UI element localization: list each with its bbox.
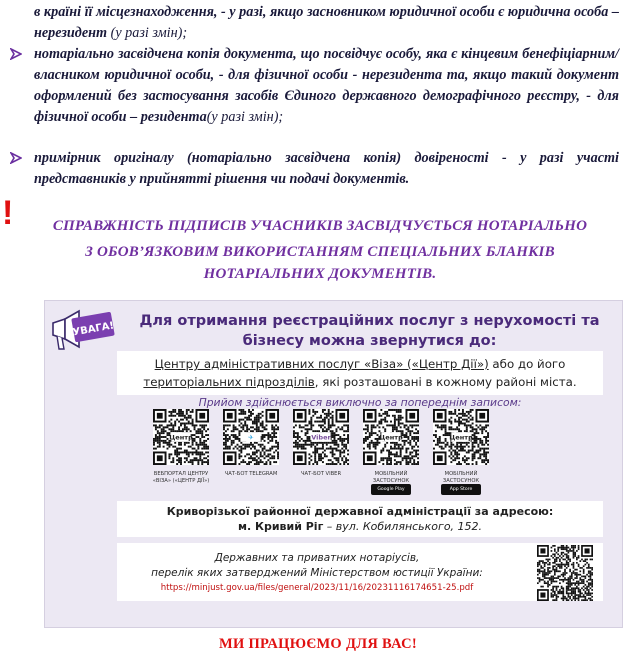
admin-card: [117, 501, 603, 537]
paragraph-note: (у разі змін);: [110, 25, 188, 41]
qr-code-icon: [153, 409, 209, 465]
centre-name: Центру адміністративних послуг «Віза» («Центр Дії»): [154, 357, 489, 371]
admin-city: м. Кривий Ріг: [237, 520, 324, 533]
info-poster: [44, 300, 623, 628]
footer-slogan: МИ ПРАЦЮЄМО ДЛЯ ВАС!: [218, 636, 418, 652]
qr-code-label: МОБІЛЬНИЙ ЗАСТОСУНОК: [442, 471, 480, 484]
paragraph-note: (у разі змін);: [206, 109, 284, 125]
arrow-bullet-icon: [10, 48, 36, 60]
centre-card: [117, 351, 603, 395]
store-badge: App Store: [441, 484, 481, 495]
svg-text:Центр: Центр: [169, 433, 193, 442]
poster-title-line: бізнесу можна звернутися до:: [242, 333, 497, 349]
notary-line: Державних та приватних нотаріусів,: [214, 552, 420, 564]
paragraph-beneficiary: [34, 44, 619, 128]
svg-text:Центр: Центр: [379, 433, 403, 442]
warning-line-2: З ОБОВ’ЯЗКОВИМ ВИКОРИСТАННЯМ СПЕЦІАЛЬНИХ БЛАНКІВ: [85, 244, 555, 260]
store-badge: Google Play: [371, 484, 411, 495]
admin-title: Криворізької районної державної адміністрації за адресою:: [166, 505, 554, 518]
svg-text:Центр: Центр: [449, 433, 473, 442]
megaphone-icon: [49, 305, 115, 355]
arrow-bullet-icon: [10, 152, 36, 164]
svg-text:Viber: Viber: [311, 433, 331, 442]
paragraph-nonresident: [34, 2, 619, 44]
uvaga-label: УВАГА!: [71, 320, 115, 339]
paragraph-text: в країні її місцезнаходження, - у разі, якщо засновником юридичної особи є юридична особа – нерезидент: [34, 4, 619, 41]
notary-link[interactable]: https://minjust.gov.ua/files/general/2023/11/16/20231116174651-25.pdf: [160, 583, 474, 593]
svg-text:✈: ✈: [248, 433, 254, 442]
centre-text: [117, 355, 603, 391]
paragraph-power-of-attorney: примірник оригіналу (нотаріально засвідчена копія) довіреності - у разі участі представників у прийнятті рішення чи подачі документів.: [34, 150, 619, 187]
qr-code-icon: [293, 409, 349, 465]
qr-code-label: МОБІЛЬНИЙ ЗАСТОСУНОК: [372, 471, 410, 484]
qr-code-label: ЧАТ-БОТ VIBER: [300, 471, 342, 477]
centre-text-part: , які розташовані в кожному районі міста.: [314, 375, 577, 389]
admin-address: [117, 504, 603, 534]
exclamation-icon: !: [2, 194, 14, 232]
paragraph-text: нотаріально засвідчена копія документа, що посвідчує особу, яка є кінцевим бенефіціарним/ власником юридичної особи, - для фізичної особи - нерезидента та, якщо такий документ оформлений без застосування засобів Єдиного державного демографічного реєстру, - для фізичної особи – резидента: [34, 46, 619, 125]
qr-code-label: ЧАТ-БОТ TELEGRAM: [224, 471, 278, 477]
qr-code-label: ВЕБПОРТАЛ ЦЕНТРУ «ВІЗА» («ЦЕНТР ДІЇ»): [152, 471, 210, 484]
centre-text-part: або до його: [488, 357, 566, 371]
centre-branches: територіальних підрозділів: [143, 375, 315, 389]
notary-qr-code-icon: [537, 545, 593, 605]
warning-line-3: НОТАРІАЛЬНИХ ДОКУМЕНТІВ.: [203, 266, 437, 282]
poster-title: [127, 311, 612, 351]
admin-street: – вул. Кобилянського, 152.: [323, 520, 483, 533]
notary-card: [117, 543, 603, 601]
notary-info: [117, 547, 517, 596]
notary-line: перелік яких затверджений Міністерством юстиції України:: [151, 567, 483, 579]
appointment-note: Прийом здійснюється виключно за попереднім записом:: [198, 396, 522, 409]
qr-code-icon: [433, 409, 489, 465]
poster-title-line: Для отримання реєстраційних послуг з нерухомості та: [139, 313, 600, 329]
qr-code-icon: [223, 409, 279, 465]
warning-line-1: СПРАВЖНІСТЬ ПІДПИСІВ УЧАСНИКІВ ЗАСВІДЧУЄТЬСЯ НОТАРІАЛЬНО: [52, 218, 588, 234]
qr-code-icon: [363, 409, 419, 465]
